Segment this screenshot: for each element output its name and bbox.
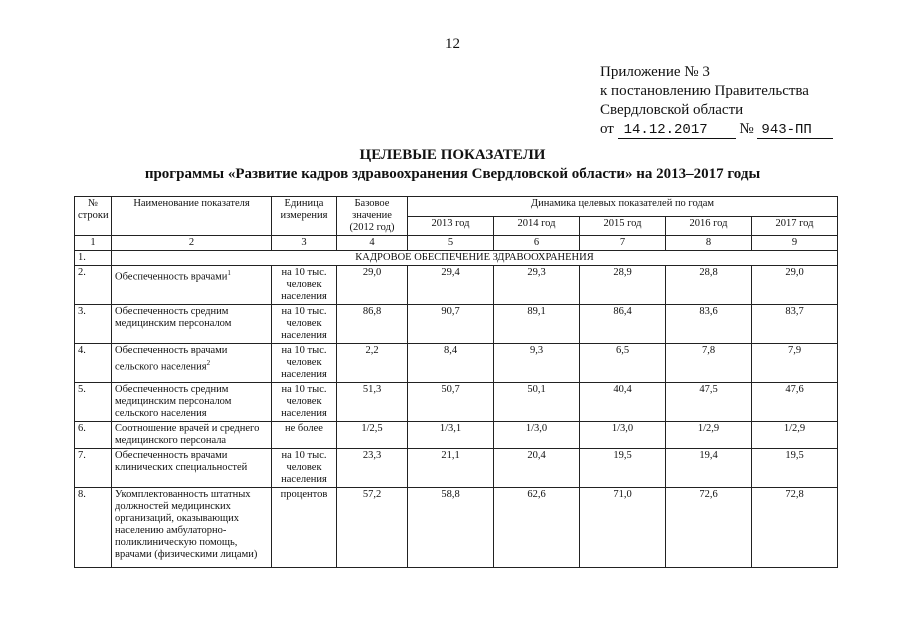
row-number: 2. <box>75 266 112 305</box>
row-number: 7. <box>75 449 112 488</box>
year-value: 19,5 <box>580 449 666 488</box>
section-title: КАДРОВОЕ ОБЕСПЕЧЕНИЕ ЗДРАВООХРАНЕНИЯ <box>112 251 838 266</box>
year-value: 8,4 <box>408 344 494 383</box>
base-value: 1/2,5 <box>337 422 408 449</box>
year-value: 83,7 <box>752 305 838 344</box>
year-value: 7,8 <box>666 344 752 383</box>
column-number: 8 <box>666 236 752 251</box>
header-name: Наименование показателя <box>112 197 272 236</box>
indicator-name-text: Обеспеченность врачами сельского населения <box>115 345 228 373</box>
indicator-name-text: Обеспеченность средним медицинским персоналом сельского населения <box>115 384 232 419</box>
header-year: 2016 год <box>666 216 752 236</box>
year-value: 29,4 <box>408 266 494 305</box>
unit-cell: процентов <box>272 488 337 568</box>
table-row <box>75 266 838 305</box>
resolution-date: 14.12.2017 <box>618 123 736 139</box>
year-value: 50,7 <box>408 383 494 422</box>
year-value: 29,0 <box>752 266 838 305</box>
unit-cell: на 10 тыс. человек населения <box>272 266 337 305</box>
year-value: 28,8 <box>666 266 752 305</box>
year-value: 9,3 <box>494 344 580 383</box>
unit-cell: на 10 тыс. человек населения <box>272 344 337 383</box>
year-value: 71,0 <box>580 488 666 568</box>
section-number: 1. <box>75 251 112 266</box>
column-number: 6 <box>494 236 580 251</box>
from-label: от <box>600 121 614 137</box>
indicator-name <box>112 305 272 344</box>
row-number: 6. <box>75 422 112 449</box>
table-row <box>75 305 838 344</box>
appendix-block <box>600 63 833 139</box>
header-year: 2013 год <box>408 216 494 236</box>
indicator-name-text: Соотношение врачей и среднего медицинского персонала <box>115 423 260 446</box>
year-value: 47,6 <box>752 383 838 422</box>
column-number: 5 <box>408 236 494 251</box>
base-value: 51,3 <box>337 383 408 422</box>
column-number: 4 <box>337 236 408 251</box>
header-base: Базовое значение (2012 год) <box>337 197 408 236</box>
row-number: 5. <box>75 383 112 422</box>
header-year: 2014 год <box>494 216 580 236</box>
column-number: 3 <box>272 236 337 251</box>
year-value: 19,4 <box>666 449 752 488</box>
footnote-marker: 2 <box>206 359 211 367</box>
base-value: 57,2 <box>337 488 408 568</box>
indicator-name <box>112 383 272 422</box>
year-value: 47,5 <box>666 383 752 422</box>
year-value: 89,1 <box>494 305 580 344</box>
table-row <box>75 422 838 449</box>
year-value: 72,8 <box>752 488 838 568</box>
year-value: 1/2,9 <box>752 422 838 449</box>
table-row <box>75 383 838 422</box>
year-value: 83,6 <box>666 305 752 344</box>
indicator-name <box>112 488 272 568</box>
row-number: 3. <box>75 305 112 344</box>
title-line-2: программы «Развитие кадров здравоохранения Свердловской области» на 2013–2017 годы <box>144 166 761 182</box>
year-value: 29,3 <box>494 266 580 305</box>
year-value: 6,5 <box>580 344 666 383</box>
unit-cell: не более <box>272 422 337 449</box>
base-value: 29,0 <box>337 266 408 305</box>
indicator-name <box>112 266 272 305</box>
year-value: 1/3,0 <box>494 422 580 449</box>
footnote-marker: 1 <box>227 269 231 277</box>
year-value: 1/3,0 <box>580 422 666 449</box>
indicator-name-text: Обеспеченность врачами <box>115 271 228 283</box>
appendix-line-1: Приложение № 3 <box>600 64 710 80</box>
number-label: № <box>739 121 754 137</box>
base-value: 23,3 <box>337 449 408 488</box>
year-value: 40,4 <box>580 383 666 422</box>
unit-cell: на 10 тыс. человек населения <box>272 305 337 344</box>
indicator-name <box>112 422 272 449</box>
year-value: 58,8 <box>408 488 494 568</box>
header-year: 2015 год <box>580 216 666 236</box>
year-value: 90,7 <box>408 305 494 344</box>
appendix-date-line <box>600 120 833 139</box>
year-value: 72,6 <box>666 488 752 568</box>
page-number: 12 <box>445 36 460 52</box>
header-row-no: № строки <box>75 197 112 236</box>
indicator-name-text: Обеспеченность врачами клинических специальностей <box>115 450 248 473</box>
year-value: 1/2,9 <box>666 422 752 449</box>
indicator-name-text: Обеспеченность средним медицинским персоналом <box>115 306 232 329</box>
row-number: 8. <box>75 488 112 568</box>
indicators-table <box>74 196 838 568</box>
table-row <box>75 488 838 568</box>
header-year: 2017 год <box>752 216 838 236</box>
year-value: 86,4 <box>580 305 666 344</box>
indicator-name <box>112 449 272 488</box>
appendix-line-2: к постановлению Правительства <box>600 83 809 99</box>
header-unit: Единица измерения <box>272 197 337 236</box>
column-number: 7 <box>580 236 666 251</box>
table-row <box>75 344 838 383</box>
indicator-name <box>112 344 272 383</box>
year-value: 21,1 <box>408 449 494 488</box>
column-number: 9 <box>752 236 838 251</box>
year-value: 1/3,1 <box>408 422 494 449</box>
base-value: 86,8 <box>337 305 408 344</box>
header-row <box>75 197 838 217</box>
column-numbers-row <box>75 236 838 251</box>
column-number: 1 <box>75 236 112 251</box>
year-value: 20,4 <box>494 449 580 488</box>
table-row <box>75 449 838 488</box>
appendix-line-3: Свердловской области <box>600 102 744 118</box>
title-line-1: ЦЕЛЕВЫЕ ПОКАЗАТЕЛИ <box>359 147 546 163</box>
year-value: 19,5 <box>752 449 838 488</box>
row-number: 4. <box>75 344 112 383</box>
resolution-number: 943-ПП <box>757 123 833 139</box>
year-value: 62,6 <box>494 488 580 568</box>
unit-cell: на 10 тыс. человек населения <box>272 383 337 422</box>
column-number: 2 <box>112 236 272 251</box>
header-dynamics: Динамика целевых показателей по годам <box>408 197 838 217</box>
year-value: 7,9 <box>752 344 838 383</box>
document-title <box>0 146 905 184</box>
unit-cell: на 10 тыс. человек населения <box>272 449 337 488</box>
year-value: 28,9 <box>580 266 666 305</box>
section-row <box>75 251 838 266</box>
year-value: 50,1 <box>494 383 580 422</box>
base-value: 2,2 <box>337 344 408 383</box>
indicator-name-text: Укомплектованность штатных должностей медицинских организаций, оказывающих населению амбулаторно-поликлиническую помощь, врачами (физическими лицами) <box>115 489 258 560</box>
